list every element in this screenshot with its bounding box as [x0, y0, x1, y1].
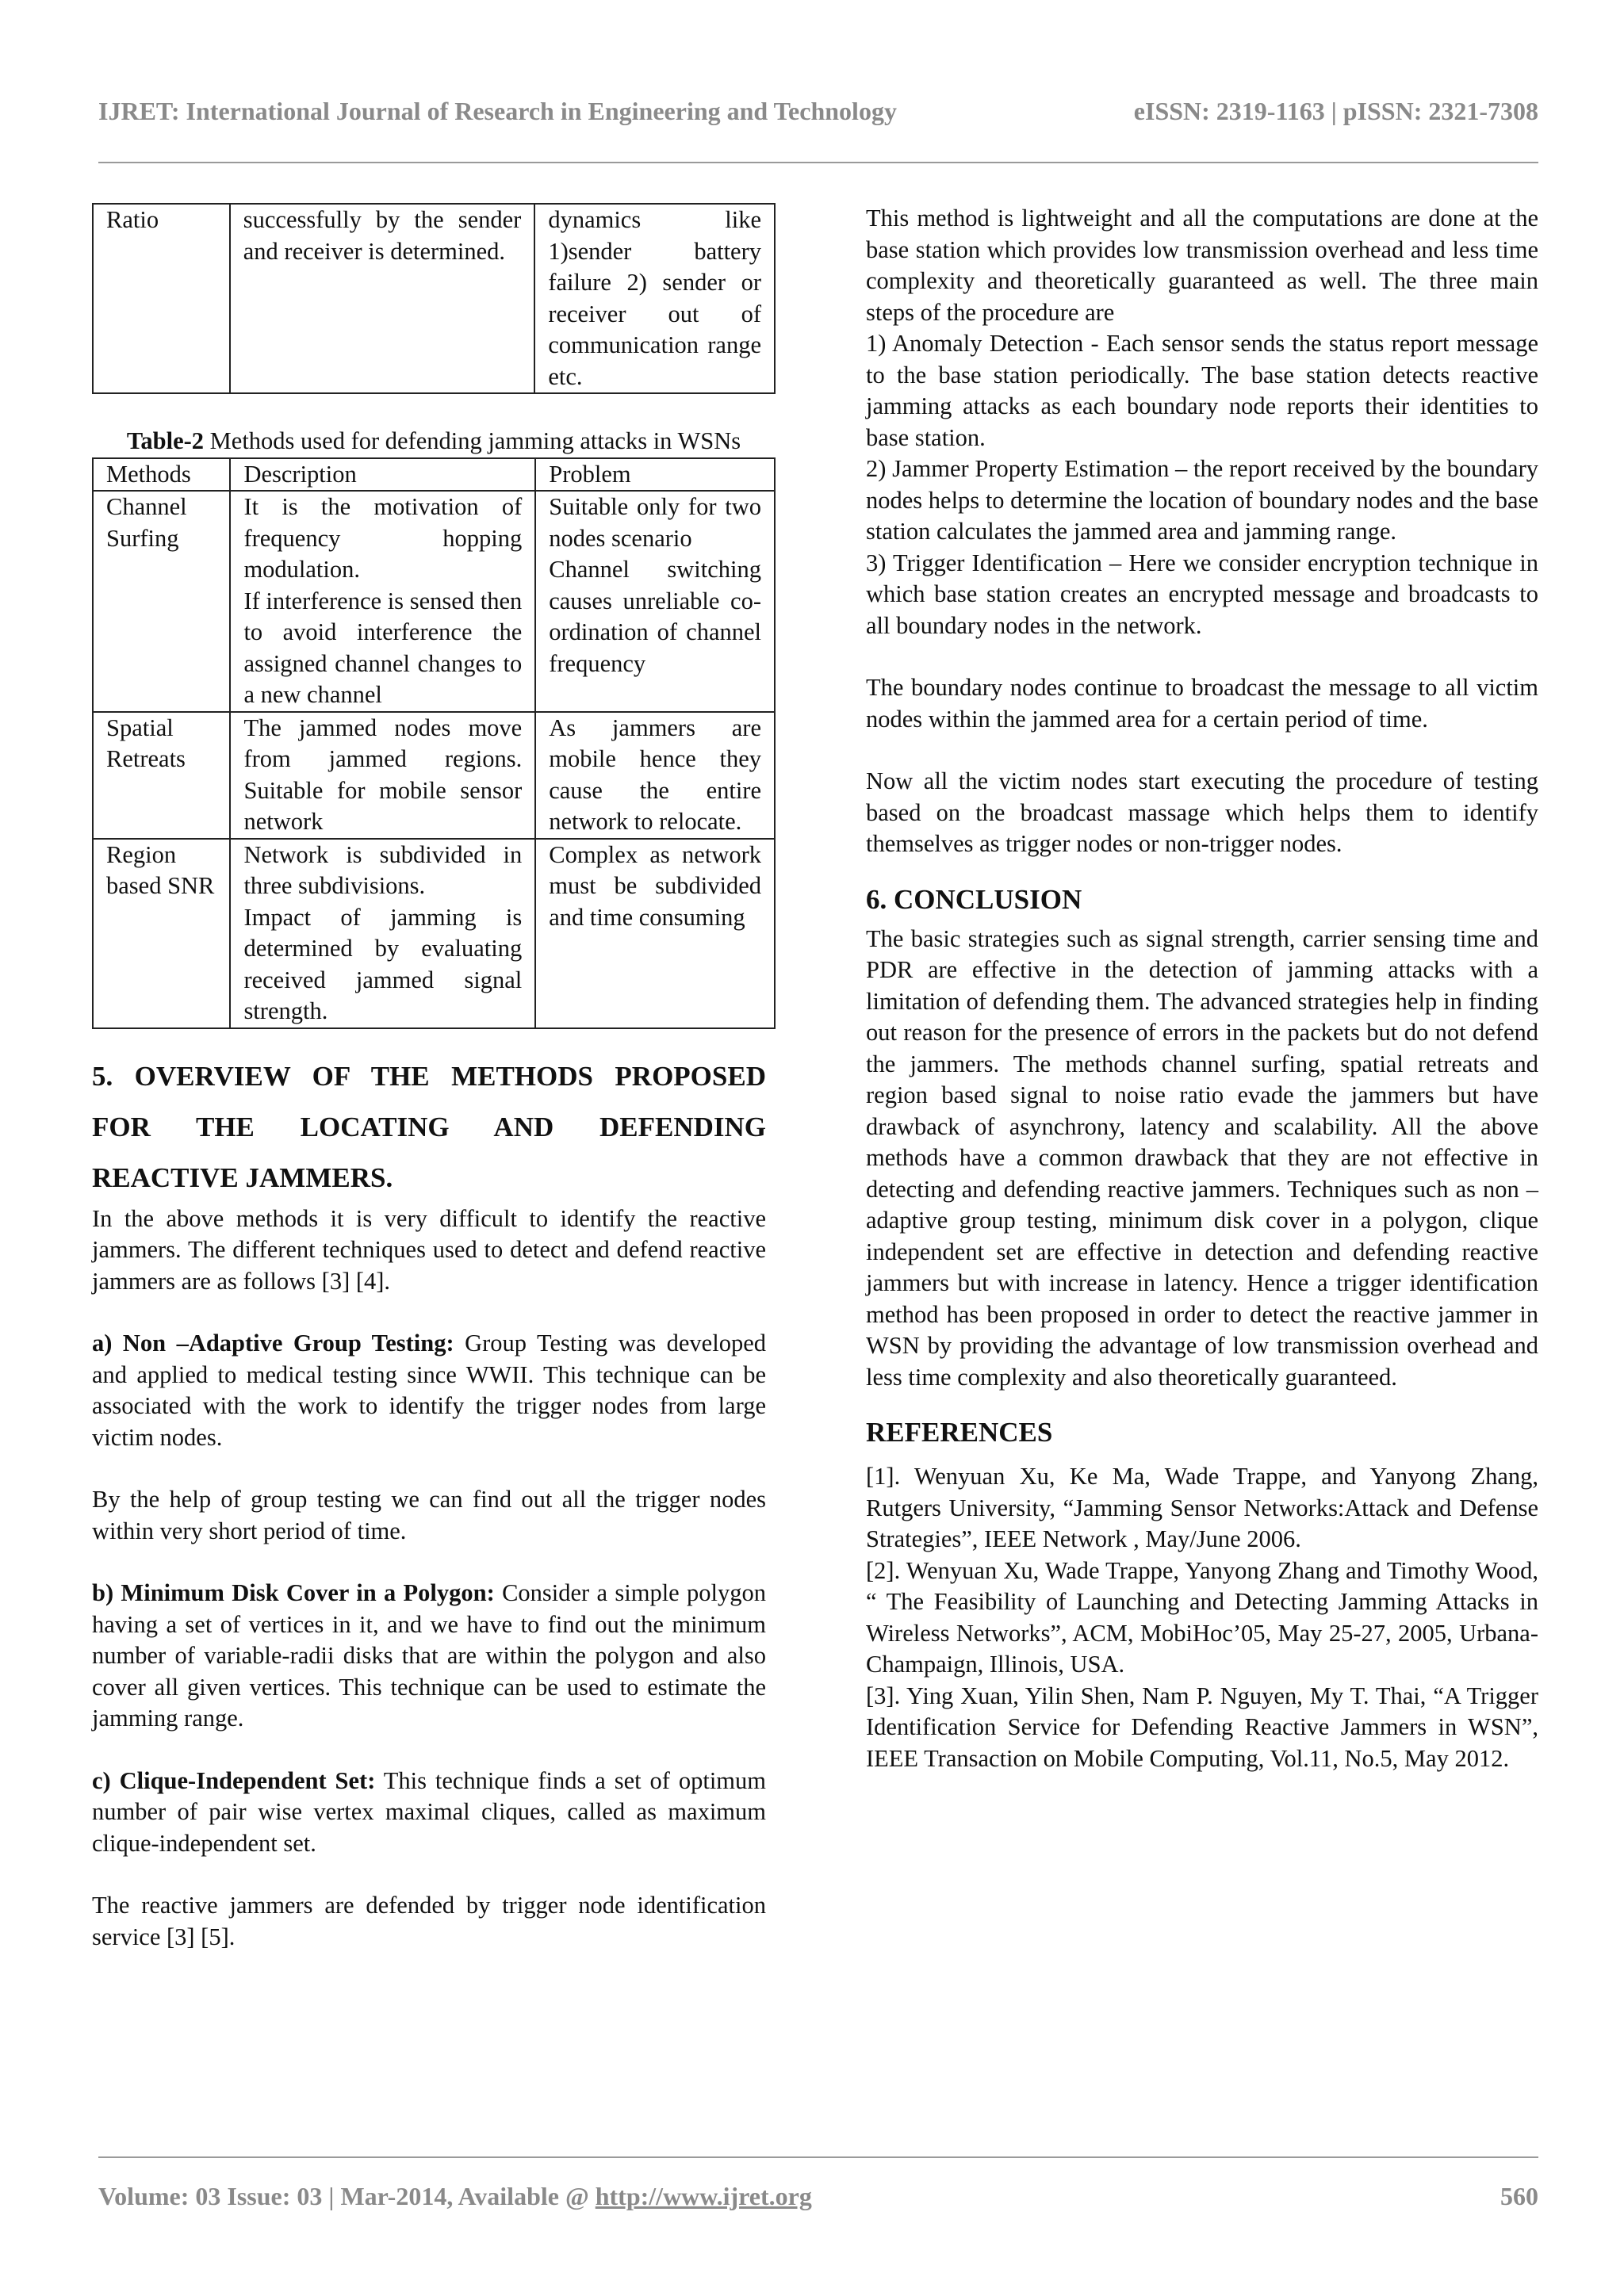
left-column	[92, 203, 766, 1953]
right-column	[866, 203, 1538, 1774]
description-cell	[230, 839, 535, 1028]
step-trigger-identification: 3) Trigger Identification – Here we consider encryption technique in which base station creates an encrypted message and broadcasts to all boundary nodes in the network.	[866, 549, 1538, 639]
paragraph-text: Group Testing was developed and applied to medical testing since WWII. This technique can be associated with the work to identify the trigger nodes from large victim nodes.	[92, 1330, 766, 1451]
header-rule	[98, 162, 1538, 163]
page-number: 560	[1500, 2182, 1538, 2210]
description-cell	[230, 491, 535, 712]
method-cell: Spatial Retreats	[93, 712, 230, 839]
table-cell: Ratio	[93, 204, 230, 393]
cell-text: Impact of jamming is determined by evaluating received jammed signal strength.	[243, 903, 523, 1024]
table-cell	[230, 204, 535, 393]
table-cell	[534, 204, 775, 393]
cell-text: As jammers are mobile hence they cause the entire network to relocate.	[549, 714, 761, 835]
section5-title-line: 5. OVERVIEW OF THE METHODS PROPOSED	[92, 1060, 766, 1092]
cell-text: If interference is sensed then to avoid interference the assigned channel changes to a new channel	[243, 587, 523, 708]
paragraph-group-testing	[92, 1328, 766, 1453]
step-jammer-property-estimation: 2) Jammer Property Estimation – the report received by the boundary nodes helps to determine the location of boundary nodes and the base station calculates the jammed area and jamming range.	[866, 455, 1538, 545]
run-in-heading: b) Minimum Disk Cover in a Polygon:	[92, 1579, 495, 1606]
table2-caption	[92, 426, 776, 457]
table-row	[93, 712, 775, 839]
references-heading: REFERENCES	[866, 1417, 1053, 1448]
paragraph-text: This technique finds a set of optimum number of pair wise vertex maximal cliques, called as maximum clique-independent set.	[92, 1766, 767, 1857]
problem-cell	[535, 839, 775, 1028]
section5-intro: In the above methods it is very difficult to identify the reactive jammers. The different techniques used to detect and defend reactive jammers are as follows [3] [4].	[92, 1204, 766, 1295]
footer-rule	[98, 2156, 1538, 2158]
reference-item: [1]. Wenyuan Xu, Ke Ma, Wade Trappe, and Yanyong Zhang, Rutgers University, “Jamming Sensor Networks:Attack and Defense Strategies”, IEEE Network , May/June 2006.	[866, 1463, 1538, 1552]
paragraph-group-testing-followup: By the help of group testing we can find out all the trigger nodes within very short period of time.	[92, 1486, 766, 1544]
table-header-row	[93, 458, 775, 492]
paragraph: This method is lightweight and all the computations are done at the base station which provides low transmission overhead and less time complexity and theoretically guaranteed as well. The three main steps of the procedure are	[866, 205, 1538, 326]
problem-cell	[535, 712, 775, 839]
paragraph-text: Consider a simple polygon having a set of vertices in it, and we have to find out the minimum number of variable-radii disks that are within the polygon and also cover all given vertices. This technique can be used to estimate the jamming range.	[92, 1579, 766, 1732]
volume-text: Volume: 03 Issue: 03 | Mar-2014, Available @	[98, 2182, 596, 2210]
step-anomaly-detection: 1) Anomaly Detection - Each sensor sends the status report message to the base station periodically. The base station detects reactive jamming attacks as each boundary node reports their identities to base station.	[866, 330, 1538, 451]
conclusion-text: The basic strategies such as signal strength, carrier sensing time and PDR are effective in the detection of jamming attacks with a limitation of defending them. The advanced strategies help in finding out reason for the presence of errors in the packets but do not defend the jammers. The methods channel surfing, spatial retreats and region based signal to noise ratio evade the jammers but have drawback of asynchrony, latency and scalability. All the above methods have a common drawback that they are not effective in detecting and defending reactive jammers. Techniques such as non – adaptive group testing, minimum disk cover in a polygon, clique independent set are effective in detection and defending reactive jammers but with increase in latency. Hence a trigger identification method has been proposed in order to detect the reactive jammer in WSN by providing the advantage of low transmission overhead and less time complexity and also theoretically guaranteed.	[866, 924, 1538, 1391]
method-cell: Channel Surfing	[93, 491, 230, 712]
cell-text: The jammed nodes move from jammed regions. Suitable for mobile sensor network	[243, 714, 523, 835]
section5-title-line: FOR THE LOCATING AND DEFENDING	[92, 1111, 766, 1142]
paragraph: The boundary nodes continue to broadcast the message to all victim nodes within the jammed area for a certain period of time.	[866, 674, 1538, 733]
caption-text: Methods used for defending jamming attacks in WSNs	[204, 427, 741, 454]
cell-text: Network is subdivided in three subdivisions.	[243, 840, 523, 899]
table-row	[93, 204, 775, 393]
cell-text: successfully by the sender and receiver is determined.	[243, 206, 522, 265]
cell-text: Suitable only for two nodes scenario	[549, 493, 761, 552]
section5-title-line: REACTIVE JAMMERS.	[92, 1161, 393, 1193]
reference-item: [2]. Wenyuan Xu, Wade Trappe, Yanyong Zhang and Timothy Wood, “ The Feasibility of Launching and Detecting Jamming Attacks in Wireless Networks”, ACM, MobiHoc’05, May 25-27, 2005, Urbana-Champaign, Illinois, USA.	[866, 1556, 1538, 1678]
journal-title: IJRET: International Journal of Research in Engineering and Technology	[98, 97, 897, 125]
table1-continuation	[92, 203, 776, 394]
paragraph-clique-set	[92, 1766, 766, 1860]
cell-text: Channel switching causes unreliable co-ordination of channel frequency	[549, 556, 761, 677]
paragraph-closing: The reactive jammers are defended by trigger node identification service [3] [5].	[92, 1892, 766, 1950]
table-row	[93, 491, 775, 712]
caption-label: Table-2	[126, 427, 205, 454]
volume-info	[98, 2182, 812, 2211]
running-footer	[98, 2182, 1538, 2211]
cell-text: dynamics like 1)sender battery failure 2) sender or receiver out of communication range etc.	[548, 206, 761, 390]
column-header-methods: Methods	[93, 458, 230, 492]
run-in-heading: a) Non –Adaptive Group Testing:	[92, 1330, 454, 1357]
paragraph: Now all the victim nodes start executing the procedure of testing based on the broadcast massage which helps them to identify themselves as trigger nodes or non-trigger nodes.	[866, 767, 1538, 857]
running-header	[98, 97, 1538, 126]
cell-text: Complex as network must be subdivided and time consuming	[549, 840, 761, 931]
journal-url-link[interactable]: http://www.ijret.org	[595, 2182, 812, 2210]
issn: eISSN: 2319-1163 | pISSN: 2321-7308	[1133, 97, 1538, 125]
description-cell	[230, 712, 535, 839]
table-row	[93, 839, 775, 1028]
paragraph-disk-cover	[92, 1578, 766, 1735]
run-in-heading: c) Clique-Independent Set:	[92, 1766, 376, 1794]
cell-text: It is the motivation of frequency hopping modulation.	[243, 493, 523, 583]
reference-item: [3]. Ying Xuan, Yilin Shen, Nam P. Nguyen, My T. Thai, “A Trigger Identification Service for Defending Reactive Jammers in WSN”, IEEE Transaction on Mobile Computing, Vol.11, No.5, May 2012.	[866, 1682, 1538, 1772]
problem-cell	[535, 491, 775, 712]
table2	[92, 457, 776, 1029]
method-cell: Region based SNR	[93, 839, 230, 1028]
column-header-description: Description	[230, 458, 535, 492]
column-header-problem: Problem	[535, 458, 775, 492]
conclusion-heading: 6. CONCLUSION	[866, 883, 1082, 915]
